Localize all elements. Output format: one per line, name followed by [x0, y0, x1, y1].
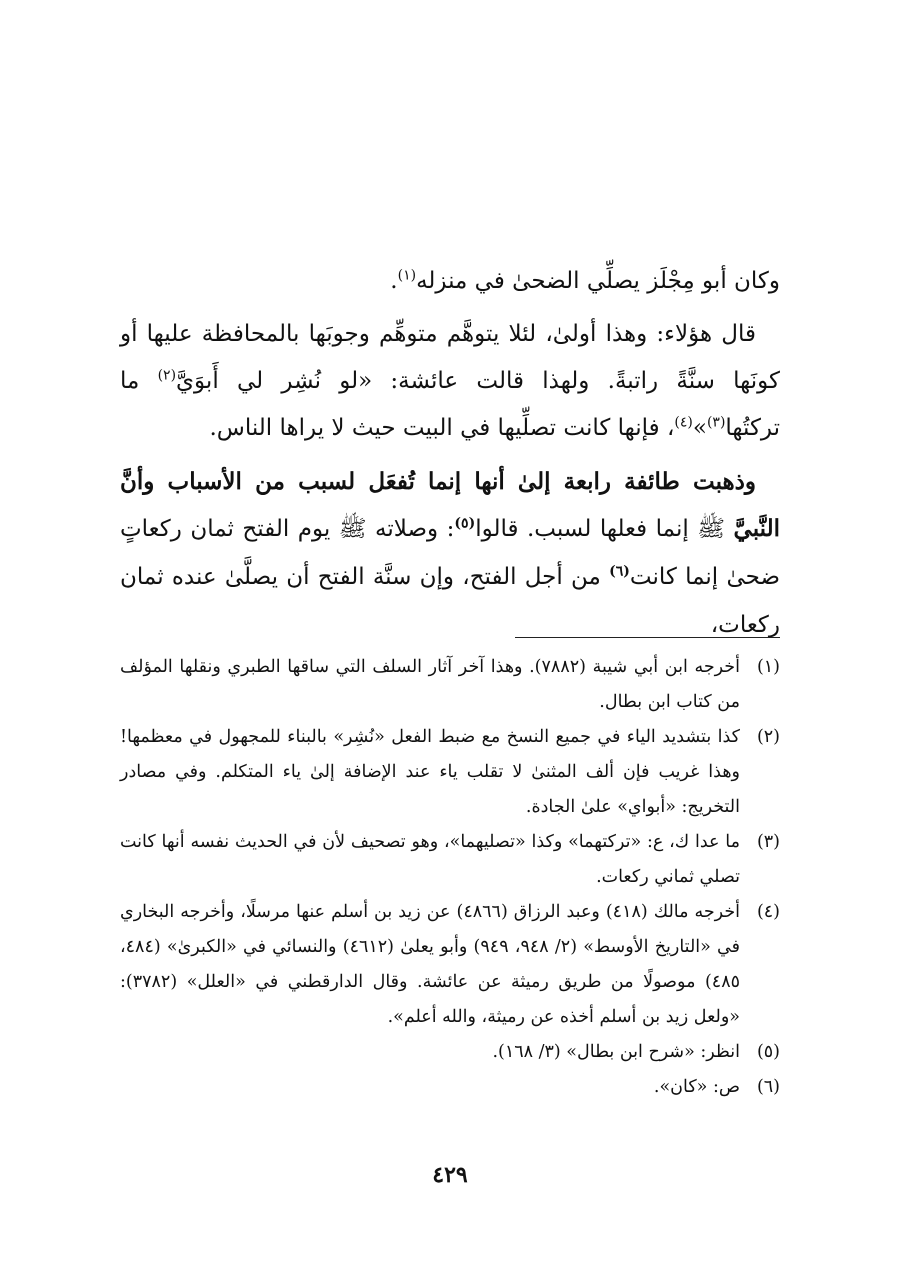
footnote-6 [120, 1070, 780, 1105]
footnotes [120, 650, 780, 1105]
footnote-ref-5[interactable]: (٥) [454, 515, 476, 532]
main-text [120, 258, 780, 655]
footnote-number: (٤) [756, 902, 780, 922]
footnote-divider [515, 637, 780, 638]
footnote-text: ما عدا ك، ع: «تركتهما» وكذا «تصليهما»، وهو تصحيف لأن في الحديث نفسه أنها كانت تصلي ثماني ركعات. [120, 832, 740, 887]
footnote-ref-6[interactable]: (٦) [609, 563, 630, 580]
footnote-ref-4[interactable]: (٤) [674, 414, 693, 431]
footnote-1 [120, 650, 780, 720]
footnote-ref-3[interactable]: (٣) [706, 414, 726, 431]
footnote-ref-1[interactable]: (١) [397, 267, 417, 284]
footnote-text: أخرجه مالك (٤١٨) وعبد الرزاق (٤٨٦٦) عن زيد بن أسلم عنها مرسلًا، وأخرجه البخاري في «التاريخ الأوسط» (٢/ ٩٤٨، ٩٤٩) وأبو يعلىٰ (٤٦١٢) والنسائي في «الكبرىٰ» (٤٨٤، ٤٨٥) موصولًا من طريق رميثة عن عائشة. وقال الدارقطني في «العلل» (٣٧٨٢): «ولعل زيد بن أسلم أخذه عن رميثة، والله أعلم». [120, 902, 741, 1027]
footnote-number: (٢) [756, 727, 780, 747]
footnote-number: (١) [756, 657, 780, 677]
footnote-4 [120, 895, 780, 1035]
footnote-3 [120, 825, 780, 895]
paragraph-2: قال هؤلاء: وهذا أولىٰ، لئلا يتوهَّم متوهِّم وجوبَها بالمحافظة عليها أو كونَها سنَّةً راتبةً. ولهذا قالت عائشة: «لو نُشِر لي أَبوَيَّ$^{(٢)}$ ما تركتُها$^{(٣)}$»$^{(٤)}$، فإنها كانت تصلِّيها في البيت حيث لا يراها الناس. [120, 321, 780, 441]
footnote-text: كذا بتشديد الياء في جميع النسخ مع ضبط الفعل «نُشِر» بالبناء للمجهول في معظمها! وهذا غريب فإن ألف المثنىٰ لا تقلب ياء عند الإضافة إلىٰ ياء المتكلم. وفي مصادر التخريج: «أبواي» علىٰ الجادة. [120, 727, 740, 817]
footnote-text: انظر: «شرح ابن بطال» (٣/ ١٦٨). [492, 1042, 740, 1062]
bold-lead: وذهبت طائفة رابعة إلىٰ أنها إنما تُفعَل لسبب من الأسباب وأنَّ النَّبيَّ [120, 468, 780, 542]
footnote-text: ص: «كان». [653, 1077, 740, 1097]
footnote-5 [120, 1035, 780, 1070]
footnote-number: (٥) [756, 1042, 780, 1062]
footnote-number: (٣) [756, 832, 780, 852]
paragraph-3: وذهبت طائفة رابعة إلىٰ أنها إنما تُفعَل لسبب من الأسباب وأنَّ النَّبيَّ ﷺ إنما فعلها لسبب. قالوا$^{(٥)}$: وصلاته ﷺ يوم الفتح ثمان ركعاتٍ ضحىٰ إنما كانت$^{(٦)}$ من أجل الفتح، وإن سنَّة الفتح أن يصلَّىٰ عنده ثمان ركعات، [120, 468, 780, 638]
footnote-ref-2[interactable]: (٢) [157, 367, 177, 384]
footnote-2 [120, 720, 780, 825]
footnote-number: (٦) [756, 1077, 780, 1097]
paragraph-1: وكان أبو مِجْلَز يصلِّي الضحىٰ في منزله$^{(١)}$. [390, 267, 780, 294]
page-number: ٤٢٩ [432, 1162, 468, 1188]
footnote-text: أخرجه ابن أبي شيبة (٧٨٨٢). وهذا آخر آثار السلف التي ساقها الطبري ونقلها المؤلف من كتاب ابن بطال. [120, 657, 740, 712]
